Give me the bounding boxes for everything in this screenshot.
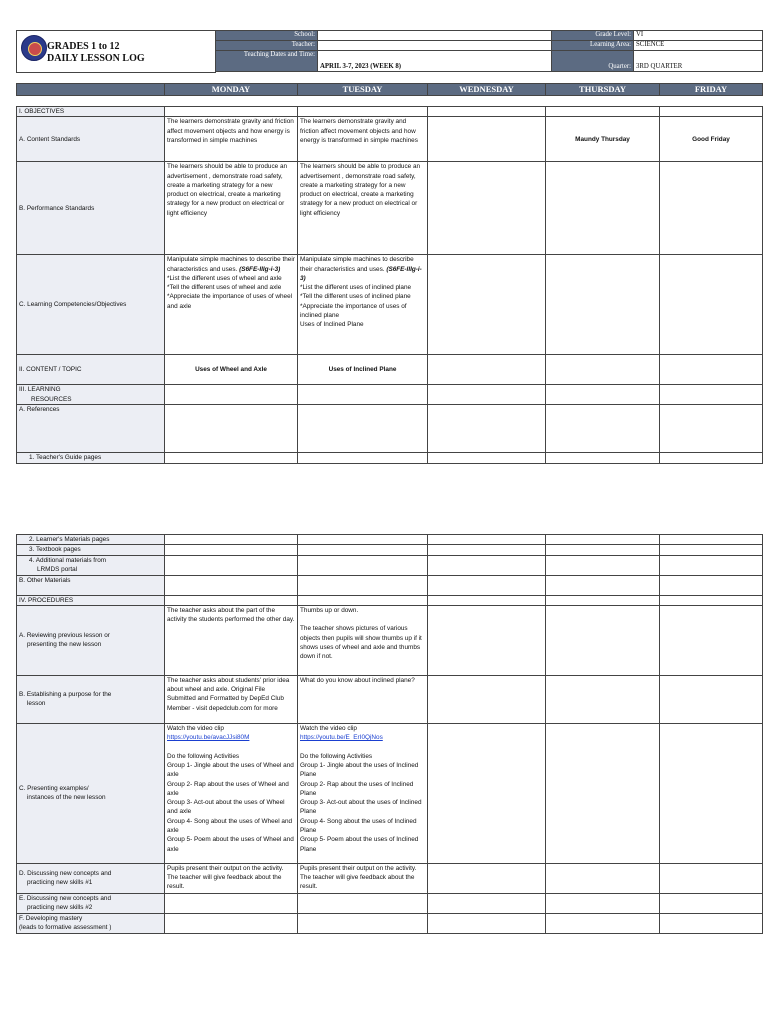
mastery-thursday[interactable] bbox=[546, 913, 660, 933]
learning-resources-text: RESOURCES bbox=[31, 395, 72, 403]
content-standards-friday[interactable]: Good Friday bbox=[660, 117, 763, 162]
video-link[interactable]: https://youtu.be/E_ErI0QjNos bbox=[300, 734, 383, 742]
presenting-tuesday[interactable] bbox=[298, 723, 428, 863]
purpose-text: B. Establishing a purpose for the bbox=[19, 691, 112, 699]
reviewing-thursday[interactable] bbox=[546, 605, 660, 675]
topic-monday[interactable]: Uses of Wheel and Axle bbox=[165, 355, 298, 385]
competencies-friday[interactable] bbox=[660, 255, 763, 355]
discussing-1-friday[interactable] bbox=[660, 863, 763, 893]
teacher-value[interactable] bbox=[318, 41, 552, 51]
topic-friday[interactable] bbox=[660, 355, 763, 385]
purpose-thursday[interactable] bbox=[546, 675, 660, 723]
day-friday: FRIDAY bbox=[660, 84, 763, 96]
reviewing-monday[interactable]: The teacher asks about the part of the activity the students performed the other day. bbox=[165, 605, 298, 675]
discussing-2-thursday[interactable] bbox=[546, 893, 660, 913]
purpose-monday[interactable]: The teacher asks about students' prior idea about wheel and axle. Original File Submitted and Formatted by DepEd Club Member - visit depedclub.com for more bbox=[165, 675, 298, 723]
reviewing-text: Thumbs up or down. bbox=[300, 606, 359, 614]
reviewing-wednesday[interactable] bbox=[428, 605, 546, 675]
discussing-1-wednesday[interactable] bbox=[428, 863, 546, 893]
group-activity: Group 4- Song about the uses of Inclined Plane bbox=[300, 817, 417, 834]
discussing-2-wednesday[interactable] bbox=[428, 893, 546, 913]
teaching-dates-value[interactable]: APRIL 3-7, 2023 (WEEK 8) bbox=[318, 51, 552, 72]
table-row bbox=[17, 863, 763, 893]
learning-area-label: Learning Area: bbox=[552, 41, 634, 51]
discussing-text: E. Discussing new concepts and bbox=[19, 894, 112, 902]
discussing-2-friday[interactable] bbox=[660, 893, 763, 913]
learners-materials-label: 2. Learner's Materials pages bbox=[17, 535, 165, 545]
presenting-text: Watch the video clip bbox=[167, 724, 224, 732]
discussing-text: practicing new skills #1 bbox=[27, 879, 93, 887]
competencies-tuesday[interactable] bbox=[298, 255, 428, 355]
grade-level-label: Grade Level: bbox=[552, 31, 634, 41]
table-row bbox=[17, 913, 763, 933]
references-label: A. References bbox=[17, 405, 165, 453]
additional-materials-label bbox=[17, 555, 165, 575]
lesson-log-header bbox=[16, 30, 762, 72]
performance-standards-tuesday[interactable]: The learners should be able to produce an advertisement , demonstrate road safety, create a marketing strategy for a new product on electrical, create a marketing strategy for a new product on electrical or light efficiency bbox=[298, 162, 428, 255]
table-row bbox=[17, 255, 763, 355]
discussing-text: practicing new skills #2 bbox=[27, 904, 93, 912]
lesson-grid-page-2 bbox=[16, 534, 763, 934]
group-activity: Group 4- Song about the uses of Wheel and axle bbox=[167, 817, 293, 834]
performance-standards-monday[interactable]: The learners should be able to produce an advertisement , demonstrate road safety, create a marketing strategy for a new product on electrical, create a marketing strategy for a new product on electrical or light efficiency bbox=[165, 162, 298, 255]
learning-resources-text: III. LEARNING bbox=[19, 386, 61, 394]
discussing-1-tuesday[interactable]: Pupils present their output on the activity. The teacher will give feedback about the result. bbox=[298, 863, 428, 893]
competency-text: Manipulate simple machines to describe their characteristics and uses. bbox=[167, 256, 295, 273]
performance-standards-thursday[interactable] bbox=[546, 162, 660, 255]
table-row bbox=[17, 555, 763, 575]
group-activity: Group 1- Jingle about the uses of Inclined Plane bbox=[300, 761, 419, 779]
lesson-grid-page-1 bbox=[16, 106, 763, 464]
other-materials-label: B. Other Materials bbox=[17, 575, 165, 595]
textbook-label: 3. Textbook pages bbox=[17, 545, 165, 555]
table-row bbox=[17, 545, 763, 555]
presenting-text: instances of the new lesson bbox=[27, 794, 106, 802]
group-activity: Group 3- Act-out about the uses of Wheel and axle bbox=[167, 799, 285, 816]
purpose-friday[interactable] bbox=[660, 675, 763, 723]
additional-text: 4. Additional materials from bbox=[29, 556, 107, 564]
mastery-wednesday[interactable] bbox=[428, 913, 546, 933]
presenting-thursday[interactable] bbox=[546, 723, 660, 863]
competency-item: *Tell the different uses of wheel and axle bbox=[167, 284, 282, 292]
table-row bbox=[17, 535, 763, 545]
presenting-text: Do the following Activities bbox=[167, 752, 240, 760]
table-row bbox=[17, 723, 763, 863]
presenting-label bbox=[17, 723, 165, 863]
day-thursday: THURSDAY bbox=[546, 84, 660, 96]
table-row bbox=[17, 453, 763, 464]
content-standards-label: A. Content Standards bbox=[17, 117, 165, 162]
discussing-1-label bbox=[17, 863, 165, 893]
day-header-blank bbox=[17, 84, 165, 96]
group-activity: Group 5- Poem about the uses of Wheel and axle bbox=[167, 836, 294, 853]
learning-area-value[interactable]: SCIENCE bbox=[634, 41, 763, 51]
topic-thursday[interactable] bbox=[546, 355, 660, 385]
topic-tuesday[interactable]: Uses of Inclined Plane bbox=[298, 355, 428, 385]
table-row bbox=[17, 605, 763, 675]
table-row bbox=[17, 355, 763, 385]
competency-code: (S6FE-IIIg-i-3) bbox=[239, 265, 281, 273]
mastery-text: (leads to formative assessment ) bbox=[19, 924, 112, 932]
purpose-text: lesson bbox=[27, 700, 46, 708]
objectives-heading: I. OBJECTIVES bbox=[17, 107, 165, 117]
table-row bbox=[17, 107, 763, 117]
table-row bbox=[17, 675, 763, 723]
presenting-text: Do the following Activities bbox=[300, 752, 373, 760]
presenting-wednesday[interactable] bbox=[428, 723, 546, 863]
additional-text: LRMDS portal bbox=[37, 565, 78, 573]
reviewing-text: The teacher shows pictures of various objects then pupils will show thumbs up if it shows uses of wheel and axle and thumbs down if not. bbox=[300, 625, 422, 661]
reviewing-text: presenting the new lesson bbox=[27, 641, 102, 649]
competency-item: *Tell the different uses of inclined plane bbox=[300, 293, 411, 301]
table-row bbox=[17, 893, 763, 913]
topic-wednesday[interactable] bbox=[428, 355, 546, 385]
content-standards-monday[interactable]: The learners demonstrate gravity and friction affect movement objects and how energy is transformed in simple machines bbox=[165, 117, 298, 162]
presenting-text: Watch the video clip bbox=[300, 724, 357, 732]
presenting-text: C. Presenting examples/ bbox=[19, 785, 89, 793]
grade-level-value[interactable]: VI bbox=[634, 31, 763, 41]
table-row bbox=[17, 575, 763, 595]
mastery-friday[interactable] bbox=[660, 913, 763, 933]
competencies-wednesday[interactable] bbox=[428, 255, 546, 355]
table-row bbox=[17, 162, 763, 255]
teaching-dates-label: Teaching Dates and Time: bbox=[216, 51, 318, 72]
discussing-1-thursday[interactable] bbox=[546, 863, 660, 893]
competencies-thursday[interactable] bbox=[546, 255, 660, 355]
competency-item: *Appreciate the importance of uses of wheel and axle bbox=[167, 293, 293, 310]
discussing-text: D. Discussing new concepts and bbox=[19, 870, 112, 878]
quarter-value[interactable]: 3RD QUARTER bbox=[634, 51, 763, 72]
competencies-monday[interactable] bbox=[165, 255, 298, 355]
competencies-label bbox=[17, 255, 165, 355]
mastery-monday[interactable] bbox=[165, 913, 298, 933]
procedures-heading: IV. PROCEDURES bbox=[17, 595, 165, 605]
reviewing-text: A. Reviewing previous lesson or bbox=[19, 632, 110, 640]
header-meta-table bbox=[215, 30, 763, 72]
group-activity: Group 2- Rap about the uses of Wheel and axle bbox=[167, 780, 289, 797]
discussing-1-monday[interactable]: Pupils present their output on the activity. The teacher will give feedback about the result. bbox=[165, 863, 298, 893]
reviewing-tuesday[interactable] bbox=[298, 605, 428, 675]
competency-item: *List the different uses of inclined plane bbox=[300, 284, 412, 292]
teachers-guide-label: 1. Teacher's Guide pages bbox=[17, 453, 165, 464]
mastery-tuesday[interactable] bbox=[298, 913, 428, 933]
competencies-label-text: C. Learning Competencies/Objectives bbox=[19, 301, 127, 309]
content-standards-thursday[interactable]: Maundy Thursday bbox=[546, 117, 660, 162]
group-activity: Group 5- Poem about the uses of Inclined Plane bbox=[300, 836, 419, 853]
competency-item: *List the different uses of wheel and axle bbox=[167, 274, 282, 282]
school-label: School: bbox=[216, 31, 318, 41]
content-standards-wednesday[interactable] bbox=[428, 117, 546, 162]
teacher-label: Teacher: bbox=[216, 41, 318, 51]
competency-text: Manipulate simple machines to describe their characteristics and uses. bbox=[300, 256, 414, 273]
day-wednesday: WEDNESDAY bbox=[428, 84, 546, 96]
quarter-label: Quarter: bbox=[552, 51, 634, 72]
reviewing-friday[interactable] bbox=[660, 605, 763, 675]
performance-standards-friday[interactable] bbox=[660, 162, 763, 255]
competency-item: Uses of Inclined Plane bbox=[300, 321, 364, 329]
deped-seal-icon bbox=[21, 35, 47, 61]
day-header-row bbox=[16, 83, 763, 96]
day-tuesday: TUESDAY bbox=[298, 84, 428, 96]
group-activity: Group 3- Act-out about the uses of Inclined Plane bbox=[300, 799, 422, 816]
purpose-tuesday[interactable]: What do you know about inclined plane? bbox=[298, 675, 428, 723]
title-box bbox=[16, 30, 216, 73]
presenting-friday[interactable] bbox=[660, 723, 763, 863]
title-line-2: DAILY LESSON LOG bbox=[47, 53, 145, 64]
title-line-1: GRADES 1 to 12 bbox=[47, 41, 120, 52]
mastery-text: F. Developing mastery bbox=[19, 914, 83, 922]
purpose-wednesday[interactable] bbox=[428, 675, 546, 723]
learning-resources-heading bbox=[17, 385, 165, 405]
competency-code: (S6FE-IIIg-i-3) bbox=[300, 265, 422, 282]
video-link[interactable]: https://youtu.be/avacJJsi80M bbox=[167, 734, 250, 742]
school-value[interactable] bbox=[318, 31, 552, 41]
table-row bbox=[17, 117, 763, 162]
mastery-label bbox=[17, 913, 165, 933]
document-title bbox=[47, 41, 145, 65]
performance-standards-wednesday[interactable] bbox=[428, 162, 546, 255]
table-row bbox=[17, 405, 763, 453]
purpose-label bbox=[17, 675, 165, 723]
discussing-2-tuesday[interactable] bbox=[298, 893, 428, 913]
performance-standards-label: B. Performance Standards bbox=[17, 162, 165, 255]
reviewing-label bbox=[17, 605, 165, 675]
competency-item: *Appreciate the importance of uses of inclined plane bbox=[300, 302, 407, 319]
content-topic-label: II. CONTENT / TOPIC bbox=[17, 355, 165, 385]
discussing-2-monday[interactable] bbox=[165, 893, 298, 913]
content-standards-tuesday[interactable]: The learners demonstrate gravity and friction affect movement objects and how energy is transformed in simple machines bbox=[298, 117, 428, 162]
table-row bbox=[17, 385, 763, 405]
discussing-2-label bbox=[17, 893, 165, 913]
day-monday: MONDAY bbox=[165, 84, 298, 96]
group-activity: Group 2- Rap about the uses of Inclined Plane bbox=[300, 780, 414, 797]
table-row bbox=[17, 595, 763, 605]
presenting-monday[interactable] bbox=[165, 723, 298, 863]
group-activity: Group 1- Jingle about the uses of Wheel and axle bbox=[167, 761, 294, 779]
